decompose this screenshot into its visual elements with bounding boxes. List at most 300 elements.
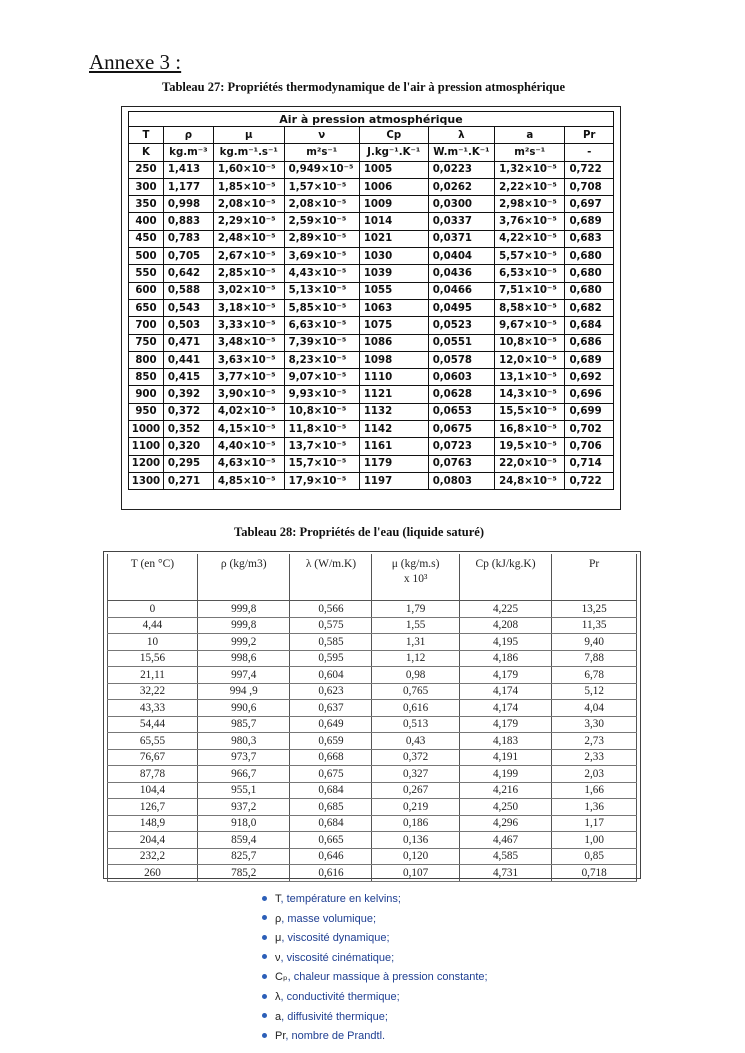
legend-symbol: T [275, 893, 281, 905]
air-cell: λ [428, 127, 494, 144]
air-cell: 1100 [129, 438, 164, 455]
water-cell: 10 [108, 634, 198, 651]
air-cell: 9,93×10⁻⁵ [284, 386, 359, 403]
air-cell: 1009 [359, 196, 428, 213]
air-data-row [129, 369, 614, 386]
air-cell: 3,48×10⁻⁵ [213, 334, 284, 351]
air-data-row [129, 248, 614, 265]
air-cell: 0,415 [163, 369, 213, 386]
water-cell: 4,216 [459, 782, 552, 799]
water-cell: 13,25 [552, 601, 637, 618]
bullet-icon [262, 954, 267, 959]
air-cell: 2,89×10⁻⁵ [284, 230, 359, 247]
air-cell: 1,85×10⁻⁵ [213, 178, 284, 195]
air-data-row [129, 265, 614, 282]
air-cell: 0,697 [565, 196, 614, 213]
bullet-icon [262, 896, 267, 901]
air-cell: 0,441 [163, 351, 213, 368]
air-cell: 0,692 [565, 369, 614, 386]
water-table-frame [103, 551, 641, 879]
air-cell: 0,0300 [428, 196, 494, 213]
water-cell: 4,199 [459, 766, 552, 783]
air-cell: 0,0551 [428, 334, 494, 351]
water-cell: 7,88 [552, 650, 637, 667]
air-table-caption: Tableau 27: Propriétés thermodynamique de l'air à pression atmosphérique [162, 80, 566, 94]
water-cell: 3,30 [552, 716, 637, 733]
air-cell: 15,7×10⁻⁵ [284, 455, 359, 472]
legend-symbol: Pr [275, 1030, 286, 1043]
air-cell: 0,708 [565, 178, 614, 195]
air-cell: 0,0803 [428, 472, 494, 489]
air-cell: 1,60×10⁻⁵ [213, 161, 284, 178]
water-data-row [108, 700, 637, 717]
air-cell: a [495, 127, 565, 144]
air-cell: 0,689 [565, 213, 614, 230]
water-cell: 0,616 [290, 865, 372, 882]
legend-text: , viscosité dynamique; [281, 932, 390, 945]
air-cell: J.kg⁻¹.K⁻¹ [359, 144, 428, 161]
water-data-row [108, 617, 637, 634]
water-cell: 0,623 [290, 683, 372, 700]
legend-item [262, 929, 488, 949]
water-cell: 859,4 [197, 832, 290, 849]
air-cell: 0,543 [163, 299, 213, 316]
water-cell: 0,136 [372, 832, 459, 849]
water-header-lambda: λ (W/m.K) [290, 554, 372, 601]
air-cell: 450 [129, 230, 164, 247]
water-cell: 0,646 [290, 848, 372, 865]
water-cell: 0,684 [290, 782, 372, 799]
air-cell: 2,08×10⁻⁵ [213, 196, 284, 213]
air-cell: 3,63×10⁻⁵ [213, 351, 284, 368]
water-cell: 0,616 [372, 700, 459, 717]
legend-symbol: μ [275, 932, 282, 945]
bullet-icon [262, 1033, 267, 1038]
air-cell: 22,0×10⁻⁵ [495, 455, 565, 472]
water-cell: 32,22 [108, 683, 198, 700]
air-cell: 550 [129, 265, 164, 282]
air-cell: 1063 [359, 299, 428, 316]
air-cell: 500 [129, 248, 164, 265]
water-cell: 0,665 [290, 832, 372, 849]
air-cell: 0,0578 [428, 351, 494, 368]
water-cell: 785,2 [197, 865, 290, 882]
legend-item [262, 890, 488, 910]
air-cell: 2,67×10⁻⁵ [213, 248, 284, 265]
air-cell: 0,0337 [428, 213, 494, 230]
water-cell: 4,296 [459, 815, 552, 832]
air-cell: 24,8×10⁻⁵ [495, 472, 565, 489]
air-cell: 1,413 [163, 161, 213, 178]
air-cell: 0,0763 [428, 455, 494, 472]
water-cell: 994 ,9 [197, 683, 290, 700]
air-cell: 0,680 [565, 282, 614, 299]
air-cell: ν [284, 127, 359, 144]
water-cell: 148,9 [108, 815, 198, 832]
air-cell: 0,998 [163, 196, 213, 213]
air-cell: 7,39×10⁻⁵ [284, 334, 359, 351]
air-cell: 2,22×10⁻⁵ [495, 178, 565, 195]
air-cell: 3,77×10⁻⁵ [213, 369, 284, 386]
air-cell: 400 [129, 213, 164, 230]
air-cell: 5,85×10⁻⁵ [284, 299, 359, 316]
bullet-icon [262, 1013, 267, 1018]
water-data-row [108, 667, 637, 684]
water-table-caption: Tableau 28: Propriétés de l'eau (liquide saturé) [234, 525, 484, 539]
air-cell: 2,08×10⁻⁵ [284, 196, 359, 213]
air-cell: 0,0495 [428, 299, 494, 316]
legend-symbol: Cₚ [275, 971, 288, 984]
air-cell: 0,0603 [428, 369, 494, 386]
water-cell: 0,372 [372, 749, 459, 766]
air-table-title: Air à pression atmosphérique [129, 112, 614, 127]
air-cell: 1030 [359, 248, 428, 265]
water-cell: 4,04 [552, 700, 637, 717]
air-cell: 2,85×10⁻⁵ [213, 265, 284, 282]
bullet-icon [262, 974, 267, 979]
bullet-icon [262, 994, 267, 999]
water-data-row [108, 815, 637, 832]
water-cell: 0,85 [552, 848, 637, 865]
water-data-row [108, 782, 637, 799]
air-cell: 3,33×10⁻⁵ [213, 317, 284, 334]
air-data-row [129, 386, 614, 403]
air-cell: m²s⁻¹ [284, 144, 359, 161]
air-cell: 0,372 [163, 403, 213, 420]
water-cell: 0,575 [290, 617, 372, 634]
water-cell: 15,56 [108, 650, 198, 667]
air-cell: 900 [129, 386, 164, 403]
air-header-row [129, 127, 614, 144]
water-cell: 1,12 [372, 650, 459, 667]
air-data-row [129, 282, 614, 299]
water-cell: 21,11 [108, 667, 198, 684]
water-data-row [108, 832, 637, 849]
air-cell: 1179 [359, 455, 428, 472]
water-cell: 0 [108, 601, 198, 618]
air-cell: 0,680 [565, 265, 614, 282]
air-cell: 0,686 [565, 334, 614, 351]
air-cell: 4,15×10⁻⁵ [213, 421, 284, 438]
air-data-row [129, 351, 614, 368]
air-cell: 0,883 [163, 213, 213, 230]
air-cell: 1161 [359, 438, 428, 455]
air-cell: 9,67×10⁻⁵ [495, 317, 565, 334]
air-cell: 17,9×10⁻⁵ [284, 472, 359, 489]
air-cell: T [129, 127, 164, 144]
air-cell: 0,642 [163, 265, 213, 282]
air-cell: 1132 [359, 403, 428, 420]
air-cell: 3,90×10⁻⁵ [213, 386, 284, 403]
air-cell: 750 [129, 334, 164, 351]
air-cell: kg.m⁻³ [163, 144, 213, 161]
air-cell: 1300 [129, 472, 164, 489]
water-cell: 0,675 [290, 766, 372, 783]
air-data-row [129, 161, 614, 178]
air-cell: 2,29×10⁻⁵ [213, 213, 284, 230]
air-cell: 850 [129, 369, 164, 386]
air-cell: 10,8×10⁻⁵ [284, 403, 359, 420]
water-data-row [108, 848, 637, 865]
water-cell: 1,00 [552, 832, 637, 849]
air-cell: 1075 [359, 317, 428, 334]
water-data-row [108, 650, 637, 667]
water-cell: 4,186 [459, 650, 552, 667]
water-cell: 0,566 [290, 601, 372, 618]
air-cell: 8,23×10⁻⁵ [284, 351, 359, 368]
air-data-row [129, 334, 614, 351]
water-data-row [108, 601, 637, 618]
water-cell: 1,79 [372, 601, 459, 618]
air-cell: 4,85×10⁻⁵ [213, 472, 284, 489]
water-cell: 999,2 [197, 634, 290, 651]
water-cell: 4,467 [459, 832, 552, 849]
water-data-row [108, 799, 637, 816]
water-data-row [108, 749, 637, 766]
water-cell: 918,0 [197, 815, 290, 832]
air-cell: 0,0723 [428, 438, 494, 455]
water-cell: 0,107 [372, 865, 459, 882]
water-header-pr: Pr [552, 554, 637, 601]
water-header-mu [372, 554, 459, 601]
water-cell: 955,1 [197, 782, 290, 799]
air-cell: 1005 [359, 161, 428, 178]
air-cell: 0,683 [565, 230, 614, 247]
water-cell: 1,66 [552, 782, 637, 799]
air-cell: 0,0371 [428, 230, 494, 247]
air-cell: 6,63×10⁻⁵ [284, 317, 359, 334]
water-cell: 999,8 [197, 617, 290, 634]
legend-symbol: ν [275, 951, 281, 964]
water-header-cp: Cp (kJ/kg.K) [459, 554, 552, 601]
air-cell: 3,76×10⁻⁵ [495, 213, 565, 230]
air-cell: ρ [163, 127, 213, 144]
air-cell: 2,98×10⁻⁵ [495, 196, 565, 213]
air-cell: 4,02×10⁻⁵ [213, 403, 284, 420]
air-cell: 1014 [359, 213, 428, 230]
air-cell: Pr [565, 127, 614, 144]
air-cell: 1,32×10⁻⁵ [495, 161, 565, 178]
air-cell: 950 [129, 403, 164, 420]
water-cell: 4,183 [459, 733, 552, 750]
air-data-row [129, 213, 614, 230]
air-cell: 0,471 [163, 334, 213, 351]
water-cell: 0,604 [290, 667, 372, 684]
air-cell: 0,699 [565, 403, 614, 420]
water-cell: 4,208 [459, 617, 552, 634]
air-cell: 650 [129, 299, 164, 316]
air-cell: 0,684 [565, 317, 614, 334]
air-data-row [129, 299, 614, 316]
air-cell: 250 [129, 161, 164, 178]
water-cell: 980,3 [197, 733, 290, 750]
air-cell: 7,51×10⁻⁵ [495, 282, 565, 299]
water-cell: 4,174 [459, 700, 552, 717]
water-cell: 0,718 [552, 865, 637, 882]
legend-text: , viscosité cinématique; [280, 951, 395, 964]
air-cell: 350 [129, 196, 164, 213]
air-cell: 8,58×10⁻⁵ [495, 299, 565, 316]
bullet-icon [262, 935, 267, 940]
water-header-rho: ρ (kg/m3) [197, 554, 290, 601]
air-cell: 3,69×10⁻⁵ [284, 248, 359, 265]
water-data-row [108, 634, 637, 651]
water-data-row [108, 683, 637, 700]
water-header-mu-factor: x 10³ [403, 573, 428, 585]
water-cell: 4,250 [459, 799, 552, 816]
air-cell: 1039 [359, 265, 428, 282]
air-cell: μ [213, 127, 284, 144]
water-cell: 973,7 [197, 749, 290, 766]
air-cell: 0,0262 [428, 178, 494, 195]
symbol-legend [262, 890, 488, 1047]
water-cell: 2,33 [552, 749, 637, 766]
water-cell: 1,17 [552, 815, 637, 832]
water-cell: 0,685 [290, 799, 372, 816]
air-cell: 0,0404 [428, 248, 494, 265]
water-data-row [108, 865, 637, 882]
water-data-row [108, 733, 637, 750]
air-cell: 3,18×10⁻⁵ [213, 299, 284, 316]
water-cell: 9,40 [552, 634, 637, 651]
air-cell: kg.m⁻¹.s⁻¹ [213, 144, 284, 161]
water-cell: 4,174 [459, 683, 552, 700]
water-cell: 6,78 [552, 667, 637, 684]
annexe-title: Annexe 3 : [89, 50, 182, 74]
water-cell: 1,36 [552, 799, 637, 816]
water-cell: 985,7 [197, 716, 290, 733]
air-cell: 1055 [359, 282, 428, 299]
legend-text: , conductivité thermique; [280, 990, 400, 1003]
air-data-row [129, 230, 614, 247]
air-data-row [129, 403, 614, 420]
water-cell: 0,219 [372, 799, 459, 816]
water-cell: 0,659 [290, 733, 372, 750]
air-cell: 0,352 [163, 421, 213, 438]
air-table-frame [121, 106, 621, 510]
air-cell: 0,271 [163, 472, 213, 489]
water-cell: 4,179 [459, 667, 552, 684]
legend-symbol: a [275, 1010, 282, 1023]
water-cell: 65,55 [108, 733, 198, 750]
air-cell: 800 [129, 351, 164, 368]
air-cell: 0,0653 [428, 403, 494, 420]
water-cell: 0,98 [372, 667, 459, 684]
air-data-row [129, 455, 614, 472]
legend-item [262, 1008, 488, 1028]
air-cell: 0,588 [163, 282, 213, 299]
legend-text: , diffusivité thermique; [281, 1010, 388, 1023]
air-cell: 1200 [129, 455, 164, 472]
air-cell: 9,07×10⁻⁵ [284, 369, 359, 386]
air-units-row [129, 144, 614, 161]
water-cell: 0,585 [290, 634, 372, 651]
water-data-row [108, 716, 637, 733]
legend-item [262, 949, 488, 969]
air-cell: 0,503 [163, 317, 213, 334]
water-cell: 4,191 [459, 749, 552, 766]
air-cell: 0,0466 [428, 282, 494, 299]
water-cell: 4,44 [108, 617, 198, 634]
water-cell: 0,120 [372, 848, 459, 865]
air-cell: 6,53×10⁻⁵ [495, 265, 565, 282]
water-cell: 260 [108, 865, 198, 882]
air-cell: m²s⁻¹ [495, 144, 565, 161]
air-cell: 0,706 [565, 438, 614, 455]
air-cell: K [129, 144, 164, 161]
air-cell: 19,5×10⁻⁵ [495, 438, 565, 455]
water-cell: 43,33 [108, 700, 198, 717]
air-cell: 0,392 [163, 386, 213, 403]
water-cell: 0,43 [372, 733, 459, 750]
water-cell: 76,67 [108, 749, 198, 766]
air-cell: 2,48×10⁻⁵ [213, 230, 284, 247]
water-cell: 997,4 [197, 667, 290, 684]
air-cell: 1142 [359, 421, 428, 438]
water-cell: 0,186 [372, 815, 459, 832]
water-cell: 54,44 [108, 716, 198, 733]
air-cell: 1006 [359, 178, 428, 195]
water-cell: 998,6 [197, 650, 290, 667]
water-cell: 0,595 [290, 650, 372, 667]
water-properties-table [107, 554, 637, 882]
air-cell: 0,0223 [428, 161, 494, 178]
water-cell: 1,55 [372, 617, 459, 634]
air-cell: 4,22×10⁻⁵ [495, 230, 565, 247]
legend-item [262, 1027, 488, 1047]
air-cell: 0,783 [163, 230, 213, 247]
air-cell: W.m⁻¹.K⁻¹ [428, 144, 494, 161]
air-cell: 1021 [359, 230, 428, 247]
legend-item [262, 988, 488, 1008]
air-cell: 1086 [359, 334, 428, 351]
water-cell: 104,4 [108, 782, 198, 799]
air-cell: 0,696 [565, 386, 614, 403]
water-cell: 204,4 [108, 832, 198, 849]
air-cell: 11,8×10⁻⁵ [284, 421, 359, 438]
water-cell: 2,73 [552, 733, 637, 750]
air-cell: 5,13×10⁻⁵ [284, 282, 359, 299]
air-cell: 1110 [359, 369, 428, 386]
air-data-row [129, 472, 614, 489]
water-cell: 4,585 [459, 848, 552, 865]
legend-symbol: λ [275, 990, 281, 1003]
water-cell: 87,78 [108, 766, 198, 783]
air-data-row [129, 438, 614, 455]
air-cell: 0,295 [163, 455, 213, 472]
air-cell: 3,02×10⁻⁵ [213, 282, 284, 299]
air-cell: 15,5×10⁻⁵ [495, 403, 565, 420]
air-cell: 0,702 [565, 421, 614, 438]
air-cell: 0,714 [565, 455, 614, 472]
water-cell: 1,31 [372, 634, 459, 651]
air-data-row [129, 421, 614, 438]
air-cell: 13,1×10⁻⁵ [495, 369, 565, 386]
bullet-icon [262, 915, 267, 920]
air-cell: 0,0523 [428, 317, 494, 334]
water-cell: 4,731 [459, 865, 552, 882]
air-cell: 0,722 [565, 472, 614, 489]
air-cell: 0,0436 [428, 265, 494, 282]
water-cell: 0,637 [290, 700, 372, 717]
air-cell: Cp [359, 127, 428, 144]
air-cell: 1197 [359, 472, 428, 489]
air-cell: 1,57×10⁻⁵ [284, 178, 359, 195]
air-cell: 0,0628 [428, 386, 494, 403]
air-properties-table [128, 111, 614, 490]
air-cell: 0,682 [565, 299, 614, 316]
water-cell: 0,267 [372, 782, 459, 799]
